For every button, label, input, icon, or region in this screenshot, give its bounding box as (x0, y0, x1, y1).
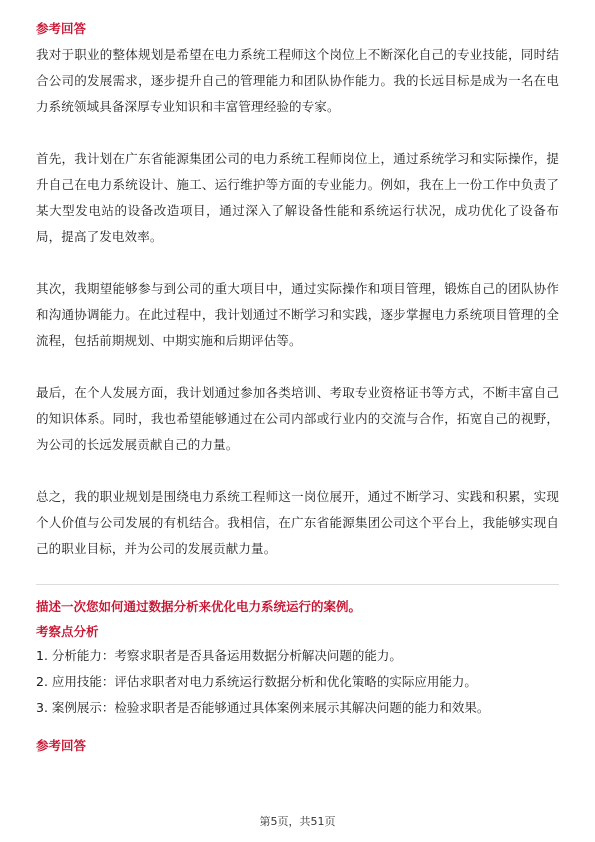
question-title: 描述一次您如何通过数据分析来优化电力系统运行的案例。 (36, 599, 362, 614)
list-item: 2. 应用技能：评估求职者对电力系统运行数据分析和优化策略的实际应用能力。 (36, 674, 477, 689)
paragraph-5: 总之，我的职业规划是围绕电力系统工程师这一岗位展开，通过不断学习、实践和积累，实现个人价值与公司发展的有机结合。我相信，在广东省能源集团公司这个平台上，我能够实现自己的职业目标，并为公司的发展贡献力量。 (36, 489, 559, 556)
analysis-heading: 考察点分析 (36, 624, 99, 639)
paragraph-4: 最后，在个人发展方面，我计划通过参加各类培训、考取专业资格证书等方式，不断丰富自己的知识体系。同时，我也希望能够通过在公司内部或行业内的交流与合作，拓宽自己的视野，为公司的长远发展贡献自己的力量。 (36, 385, 559, 452)
page-footer: 第5页，共51页 (259, 815, 336, 828)
list-item: 3. 案例展示：检验求职者是否能够通过具体案例来展示其解决问题的能力和效果。 (36, 700, 490, 715)
paragraph-3: 其次，我期望能够参与到公司的重大项目中，通过实际操作和项目管理，锻炼自己的团队协作和沟通协调能力。在此过程中，我计划通过不断学习和实践，逐步掌握电力系统项目管理的全流程，包括前期规划、中期实施和后期评估等。 (36, 281, 559, 348)
paragraph-1: 我对于职业的整体规划是希望在电力系统工程师这个岗位上不断深化自己的专业技能，同时结合公司的发展需求，逐步提升自己的管理能力和团队协作能力。我的长远目标是成为一名在电力系统领域具备深厚专业知识和丰富管理经验的专家。 (36, 47, 559, 114)
answer-body (36, 42, 559, 562)
analysis-list (36, 643, 559, 721)
answer-heading-2: 参考回答 (36, 738, 87, 753)
paragraph-2: 首先，我计划在广东省能源集团公司的电力系统工程师岗位上，通过系统学习和实际操作，提升自己在电力系统设计、施工、运行维护等方面的专业能力。例如，我在上一份工作中负责了某大型发电站的设备改造项目，通过深入了解设备性能和系统运行状况，成功优化了设备布局，提高了发电效率。 (36, 151, 559, 244)
list-item: 1. 分析能力：考察求职者是否具备运用数据分析解决问题的能力。 (36, 648, 402, 663)
section-divider (36, 584, 559, 585)
answer-heading: 参考回答 (36, 21, 87, 36)
